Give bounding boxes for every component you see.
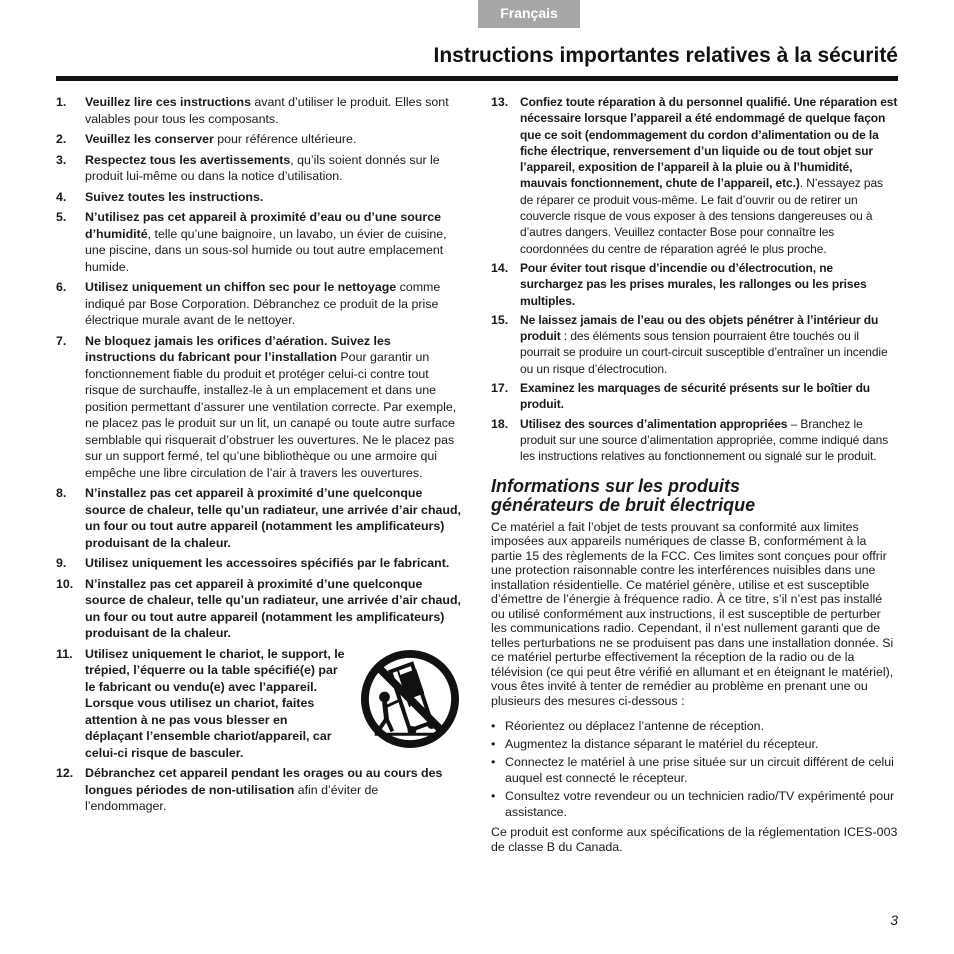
safety-item-1 bbox=[56, 94, 462, 127]
item-text: Ne laissez jamais de l’eau ou des objets pénétrer à l’intérieur du produit : des éléments sous tension pourraient être touchés ou il pourrait se produire un court-circuit susceptible d’entraîner un incendie ou un risque d’électrocution. bbox=[520, 312, 888, 376]
right-column bbox=[491, 94, 898, 854]
safety-item-17 bbox=[491, 380, 898, 413]
item-number: 5. bbox=[56, 210, 67, 224]
safety-item-5 bbox=[56, 209, 462, 275]
item-number: 8. bbox=[56, 486, 67, 500]
item-text: Examinez les marquages de sécurité présents sur le boîtier du produit. bbox=[520, 381, 871, 412]
item-number: 14. bbox=[491, 260, 509, 275]
safety-item-13 bbox=[491, 94, 898, 257]
safety-item-3 bbox=[56, 152, 462, 185]
page-title: Instructions importantes relatives à la sécurité bbox=[433, 44, 898, 67]
title-divider bbox=[56, 76, 898, 81]
safety-item-11 bbox=[56, 646, 462, 762]
item-number: 12. bbox=[56, 766, 74, 780]
item-text: N’utilisez pas cet appareil à proximité d’eau ou d’une source d’humidité, telle qu’une baignoire, un lavabo, un évier de cuisine, une piscine, dans un sous-sol humide ou tout autre emplacement humide. bbox=[85, 210, 447, 274]
safety-item-14 bbox=[491, 260, 898, 309]
safety-item-6 bbox=[56, 279, 462, 329]
safety-item-9 bbox=[56, 555, 462, 572]
safety-item-15 bbox=[491, 312, 898, 377]
safety-item-8 bbox=[56, 485, 462, 551]
item-text: Veuillez les conserver pour référence ultérieure. bbox=[85, 132, 357, 146]
item-number: 3. bbox=[56, 152, 67, 167]
safety-item-10 bbox=[56, 576, 462, 642]
safety-item-18 bbox=[491, 416, 898, 465]
item-number: 17. bbox=[491, 381, 509, 396]
page-number: 3 bbox=[890, 912, 898, 928]
list-item: • Consultez votre revendeur ou un technicien radio/TV expérimenté pour assistance. bbox=[491, 789, 895, 820]
item-number: 4. bbox=[56, 189, 67, 204]
item-number: 13. bbox=[491, 95, 509, 109]
item-text: Utilisez uniquement les accessoires spécifiés par le fabricant. bbox=[85, 556, 450, 570]
item-number: 1. bbox=[56, 95, 67, 109]
language-tab[interactable]: Français bbox=[478, 0, 580, 28]
item-text: Respectez tous les avertissements, qu’ils soient donnés sur le produit lui-même ou dans la notice d’utilisation. bbox=[85, 152, 440, 183]
ices-compliance-note: Ce produit est conforme aux spécifications de la réglementation ICES-003 de classe B du Canada. bbox=[491, 825, 898, 854]
safety-item-7 bbox=[56, 333, 462, 482]
item-number: 9. bbox=[56, 556, 67, 570]
list-item: • Réorientez ou déplacez l’antenne de réception. bbox=[491, 719, 765, 734]
item-text: Veuillez lire ces instructions avant d’utiliser le produit. Elles sont valables pour tous les composants. bbox=[85, 95, 449, 126]
item-text: Confiez toute réparation à du personnel qualifié. Une réparation est nécessaire lorsque l’appareil a été endommagé de quelque façon que ce soit (endommagement du cordon d’alimentation ou de la fiche électrique, renversement d’un liquide ou de tout objet sur l’appareil, exposition de l’appareil à la pluie ou à l’humidité, mauvais fonctionnement, chute de l’appareil, etc.). N’essayez pas de réparer ce produit vous-même. Le fait d’ouvrir ou de retirer un couvercle risque de vous exposer à des tensions dangereuses ou à d’autres dangers. Veuillez contacter Bose pour connaître les coordonnées du centre de réparation agréé le plus proche. bbox=[520, 95, 898, 256]
item-text: Suivez toutes les instructions. bbox=[85, 189, 264, 204]
left-column bbox=[56, 94, 462, 819]
item-text: Débranchez cet appareil pendant les orages ou au cours des longues périodes de non-utilisation afin d’éviter de l’endommager. bbox=[85, 766, 443, 813]
item-number: 2. bbox=[56, 132, 67, 146]
safety-item-12 bbox=[56, 765, 462, 815]
item-number: 15. bbox=[491, 312, 509, 327]
item-text: Utilisez uniquement un chiffon sec pour le nettoyage comme indiqué par Bose Corporation. Débranchez ce produit de la prise électrique murale avant de le nettoyer. bbox=[85, 280, 441, 327]
cart-tip-over-warning-icon bbox=[361, 650, 459, 748]
item-text: Utilisez uniquement le chariot, le support, le trépied, l’équerre ou la table spécifié(e) par le fabricant ou vendu(e) avec l’appareil. Lorsque vous utilisez un chariot, faites attention à ne pas vous blesser en déplaçant l’ensemble chariot/appareil, car celui-ci risque de basculer. bbox=[85, 646, 345, 760]
safety-item-2 bbox=[56, 131, 462, 148]
remedy-list bbox=[491, 718, 898, 820]
item-text: Ne bloquez jamais les orifices d’aération. Suivez les instructions du fabricant pour l’installation Pour garantir un fonctionnement fiable du produit et protéger celui-ci contre tout risque de surchauffe, installez-le à un emplacement et dans une position permettant d’assurer une ventilation correcte. Par exemple, ne placez pas le produit sur un lit, un canapé ou toute autre surface semblable qui risquerait d’obstruer les ouvertures. Ne le placez pas sur un support fermé, tel qu’une bibliothèque ou une armoire qui empêche une libre circulation de l’air à travers les ouvertures. bbox=[85, 333, 457, 480]
item-number: 10. bbox=[56, 576, 74, 591]
section-heading: Informations sur les produits générateurs de bruit électrique bbox=[491, 475, 756, 515]
fcc-paragraph: Ce matériel a fait l’objet de tests prouvant sa conformité aux limites imposées aux appareils numériques de classe B, conformément à la partie 15 des règlements de la FCC. Ces limites sont conçues pour offrir une protection raisonnable contre les interférences nuisibles dans une installation résidentielle. Ce matériel génère, utilise et est susceptible d’émettre de l’énergie à fréquence radio. À ce titre, s’il n’est pas installé ou utilisé conformément aux instructions, il est susceptible de perturber les communications radio. Cependant, il n’est nullement garanti que de telles perturbations ne se produisent pas dans une installation donnée. Si ce matériel perturbe effectivement la réception de la radio ou de la télévision (ce qui peut être vérifié en allumant et en éteignant le matériel), vous êtes invité à tenter de remédier au problème en prenant une ou plusieurs des mesures ci-dessous : bbox=[491, 519, 894, 708]
item-number: 6. bbox=[56, 280, 67, 294]
list-item: • Connectez le matériel à une prise située sur un circuit différent de celui auquel est connecté le récepteur. bbox=[491, 755, 894, 786]
safety-item-4 bbox=[56, 189, 462, 206]
item-number: 7. bbox=[56, 333, 67, 348]
list-item: • Augmentez la distance séparant le matériel du récepteur. bbox=[491, 737, 819, 752]
item-text: Pour éviter tout risque d’incendie ou d’électrocution, ne surchargez pas les prises murales, les rallonges ou les prises multiples. bbox=[520, 260, 867, 308]
item-text: Utilisez des sources d’alimentation appropriées – Branchez le produit sur une source d’alimentation appropriée, comme indiqué dans les instructions relatives au fonctionnement ou signalé sur le produit. bbox=[520, 416, 889, 464]
item-text: N’installez pas cet appareil à proximité d’une quelconque source de chaleur, telle qu’un radiateur, une arrivée d’air chaud, un four ou tout autre appareil (notamment les amplificateurs) produisant de la chaleur. bbox=[85, 486, 461, 550]
item-number: 18. bbox=[491, 416, 509, 431]
item-text: N’installez pas cet appareil à proximité d’une quelconque source de chaleur, telle qu’un radiateur, une arrivée d’air chaud, un four ou tout autre appareil (notamment les amplificateurs) produisant de la chaleur. bbox=[85, 576, 461, 640]
item-number: 11. bbox=[56, 646, 73, 661]
